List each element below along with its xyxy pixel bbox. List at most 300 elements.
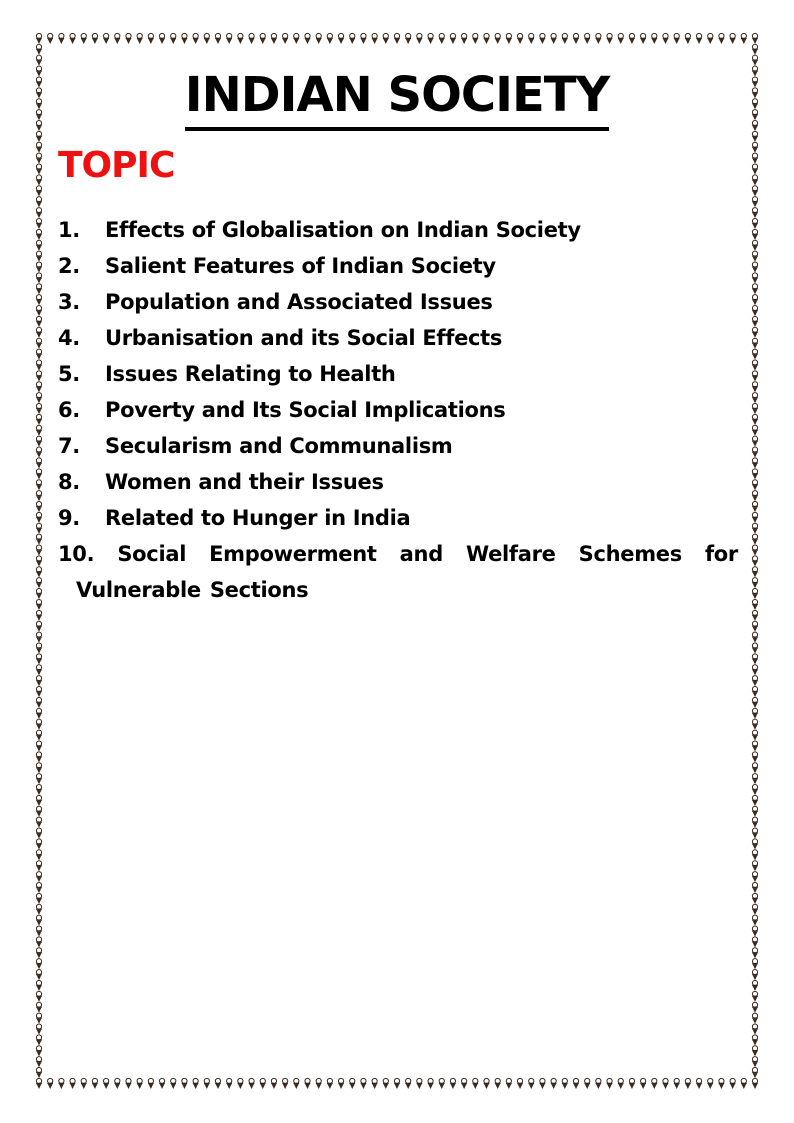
ice-cream-cone-icon bbox=[170, 1078, 176, 1089]
ice-cream-cone-icon bbox=[663, 33, 669, 44]
ice-cream-cone-icon bbox=[36, 175, 42, 186]
ice-cream-cone-icon bbox=[752, 1057, 758, 1068]
topic-text: Women and their Issues bbox=[105, 470, 384, 494]
ice-cream-cone-icon bbox=[316, 33, 322, 44]
ice-cream-cone-icon bbox=[36, 218, 42, 229]
ice-cream-cone-icon bbox=[752, 599, 758, 610]
ice-cream-cone-icon bbox=[36, 534, 42, 545]
ice-cream-cone-icon bbox=[327, 33, 333, 44]
ice-cream-cone-icon bbox=[752, 567, 758, 578]
ice-cream-cone-icon bbox=[36, 589, 42, 600]
ice-cream-cone-icon bbox=[215, 33, 221, 44]
topic-number: 1. bbox=[58, 218, 80, 242]
ice-cream-cone-icon bbox=[752, 850, 758, 861]
ice-cream-cone-icon bbox=[36, 469, 42, 480]
ice-cream-cone-icon bbox=[528, 1078, 534, 1089]
ice-cream-cone-icon bbox=[752, 610, 758, 621]
ice-cream-cone-icon bbox=[752, 1024, 758, 1035]
ice-cream-cone-icon bbox=[36, 273, 42, 284]
ice-cream-cone-icon bbox=[36, 599, 42, 610]
ice-cream-cone-icon bbox=[707, 1078, 713, 1089]
ice-cream-cone-icon bbox=[249, 1078, 255, 1089]
ice-cream-cone-icon bbox=[752, 218, 758, 229]
ice-cream-cone-icon bbox=[562, 33, 568, 44]
ice-cream-cone-icon bbox=[752, 284, 758, 295]
ice-cream-cone-icon bbox=[607, 1078, 613, 1089]
ice-cream-cone-icon bbox=[741, 33, 747, 44]
topic-list-item bbox=[58, 320, 738, 356]
ice-cream-cone-icon bbox=[752, 404, 758, 415]
ice-cream-cone-icon bbox=[36, 850, 42, 861]
ice-cream-cone-icon bbox=[752, 1068, 758, 1079]
ice-cream-cone-icon bbox=[752, 904, 758, 915]
ice-cream-cone-icon bbox=[36, 33, 42, 44]
ice-cream-cone-icon bbox=[752, 763, 758, 774]
ice-cream-cone-icon bbox=[238, 33, 244, 44]
ice-cream-cone-icon bbox=[752, 937, 758, 948]
ice-cream-cone-icon bbox=[752, 436, 758, 447]
ice-cream-cone-icon bbox=[383, 33, 389, 44]
ice-cream-cone-icon bbox=[294, 33, 300, 44]
ice-cream-cone-icon bbox=[126, 1078, 132, 1089]
ice-cream-cone-icon bbox=[752, 752, 758, 763]
ice-cream-cone-icon bbox=[551, 1078, 557, 1089]
ice-cream-cone-icon bbox=[618, 1078, 624, 1089]
ice-cream-cone-icon bbox=[36, 447, 42, 458]
ice-cream-cone-icon bbox=[741, 1078, 747, 1089]
ice-cream-cone-icon bbox=[36, 404, 42, 415]
ice-cream-cone-icon bbox=[596, 1078, 602, 1089]
ice-cream-cone-icon bbox=[752, 501, 758, 512]
ice-cream-cone-icon bbox=[36, 229, 42, 240]
ice-cream-cone-icon bbox=[204, 33, 210, 44]
topic-number: 5. bbox=[58, 362, 80, 386]
ice-cream-cone-icon bbox=[752, 458, 758, 469]
ice-cream-cone-icon bbox=[528, 33, 534, 44]
ice-cream-cone-icon bbox=[36, 1057, 42, 1068]
topic-number: 6. bbox=[58, 398, 80, 422]
ice-cream-cone-icon bbox=[36, 610, 42, 621]
ice-cream-cone-icon bbox=[752, 393, 758, 404]
ice-cream-cone-icon bbox=[696, 33, 702, 44]
ice-cream-cone-icon bbox=[752, 469, 758, 480]
ice-cream-cone-icon bbox=[36, 567, 42, 578]
ice-cream-cone-icon bbox=[473, 1078, 479, 1089]
ice-cream-cone-icon bbox=[182, 33, 188, 44]
ice-cream-cone-icon bbox=[752, 795, 758, 806]
ice-cream-cone-icon bbox=[372, 1078, 378, 1089]
ice-cream-cone-icon bbox=[36, 327, 42, 338]
ice-cream-cone-icon bbox=[584, 1078, 590, 1089]
ice-cream-cone-icon bbox=[36, 44, 42, 55]
ice-cream-cone-icon bbox=[103, 33, 109, 44]
topic-text: Effects of Globalisation on Indian Society bbox=[105, 218, 581, 242]
ice-cream-cone-icon bbox=[719, 33, 725, 44]
ice-cream-cone-icon bbox=[36, 991, 42, 1002]
topic-list bbox=[58, 212, 738, 608]
ice-cream-cone-icon bbox=[752, 306, 758, 317]
ice-cream-cone-icon bbox=[752, 806, 758, 817]
ice-cream-cone-icon bbox=[752, 665, 758, 676]
ice-cream-cone-icon bbox=[70, 1078, 76, 1089]
ice-cream-cone-icon bbox=[752, 915, 758, 926]
ice-cream-cone-icon bbox=[36, 480, 42, 491]
ice-cream-cone-icon bbox=[752, 33, 758, 44]
ice-cream-cone-icon bbox=[36, 371, 42, 382]
ice-cream-cone-icon bbox=[439, 33, 445, 44]
ice-cream-cone-icon bbox=[36, 153, 42, 164]
ice-cream-cone-icon bbox=[36, 687, 42, 698]
ice-cream-cone-icon bbox=[752, 208, 758, 219]
ice-cream-cone-icon bbox=[562, 1078, 568, 1089]
ice-cream-cone-icon bbox=[260, 33, 266, 44]
ice-cream-cone-icon bbox=[752, 632, 758, 643]
ice-cream-cone-icon bbox=[752, 578, 758, 589]
ice-cream-cone-icon bbox=[36, 491, 42, 502]
ice-cream-cone-icon bbox=[752, 480, 758, 491]
ice-cream-cone-icon bbox=[36, 523, 42, 534]
ice-cream-cone-icon bbox=[484, 33, 490, 44]
ice-cream-cone-icon bbox=[36, 719, 42, 730]
topic-list-item bbox=[58, 500, 738, 536]
ice-cream-cone-icon bbox=[36, 1046, 42, 1057]
topic-number: 3. bbox=[58, 290, 80, 314]
ice-cream-cone-icon bbox=[506, 33, 512, 44]
ice-cream-cone-icon bbox=[685, 1078, 691, 1089]
ice-cream-cone-icon bbox=[573, 33, 579, 44]
ice-cream-cone-icon bbox=[36, 240, 42, 251]
ice-cream-cone-icon bbox=[752, 273, 758, 284]
ice-cream-cone-icon bbox=[36, 817, 42, 828]
ice-cream-cone-icon bbox=[752, 893, 758, 904]
ice-cream-cone-icon bbox=[338, 33, 344, 44]
ice-cream-cone-icon bbox=[36, 1002, 42, 1013]
ice-cream-cone-icon bbox=[36, 806, 42, 817]
ice-cream-cone-icon bbox=[36, 632, 42, 643]
ice-cream-cone-icon bbox=[461, 1078, 467, 1089]
ice-cream-cone-icon bbox=[752, 697, 758, 708]
ice-cream-cone-icon bbox=[629, 1078, 635, 1089]
ice-cream-cone-icon bbox=[36, 937, 42, 948]
ice-cream-cone-icon bbox=[495, 33, 501, 44]
ice-cream-cone-icon bbox=[752, 556, 758, 567]
ice-cream-cone-icon bbox=[640, 1078, 646, 1089]
ice-cream-cone-icon bbox=[193, 1078, 199, 1089]
ice-cream-cone-icon bbox=[752, 142, 758, 153]
ice-cream-cone-icon bbox=[271, 1078, 277, 1089]
ice-cream-cone-icon bbox=[316, 1078, 322, 1089]
topic-list-item bbox=[58, 536, 738, 608]
ice-cream-cone-icon bbox=[640, 33, 646, 44]
ice-cream-cone-icon bbox=[36, 774, 42, 785]
topic-text: Issues Relating to Health bbox=[105, 362, 396, 386]
ice-cream-cone-icon bbox=[282, 33, 288, 44]
ice-cream-cone-icon bbox=[70, 33, 76, 44]
ice-cream-cone-icon bbox=[752, 882, 758, 893]
ice-cream-cone-icon bbox=[36, 654, 42, 665]
ice-cream-cone-icon bbox=[36, 708, 42, 719]
ice-cream-cone-icon bbox=[752, 654, 758, 665]
topic-text: Urbanisation and its Social Effects bbox=[105, 326, 503, 350]
ice-cream-cone-icon bbox=[349, 33, 355, 44]
ice-cream-cone-icon bbox=[752, 861, 758, 872]
ice-cream-cone-icon bbox=[36, 316, 42, 327]
topic-heading: TOPIC bbox=[58, 145, 175, 186]
ice-cream-cone-icon bbox=[752, 447, 758, 458]
ice-cream-cone-icon bbox=[36, 197, 42, 208]
ice-cream-cone-icon bbox=[517, 1078, 523, 1089]
ice-cream-cone-icon bbox=[596, 33, 602, 44]
ice-cream-cone-icon bbox=[36, 948, 42, 959]
ice-cream-cone-icon bbox=[752, 926, 758, 937]
ice-cream-cone-icon bbox=[752, 349, 758, 360]
ice-cream-cone-icon bbox=[752, 589, 758, 600]
ice-cream-cone-icon bbox=[36, 382, 42, 393]
ice-cream-cone-icon bbox=[36, 142, 42, 153]
topic-list-item bbox=[58, 284, 738, 320]
topic-list-item bbox=[58, 248, 738, 284]
topic-text: Poverty and Its Social Implications bbox=[105, 398, 506, 422]
ice-cream-cone-icon bbox=[752, 948, 758, 959]
ice-cream-cone-icon bbox=[59, 1078, 65, 1089]
ice-cream-cone-icon bbox=[294, 1078, 300, 1089]
ice-cream-cone-icon bbox=[226, 33, 232, 44]
page-title-text: INDIAN SOCIETY bbox=[185, 64, 610, 131]
ice-cream-cone-icon bbox=[752, 131, 758, 142]
ice-cream-cone-icon bbox=[428, 1078, 434, 1089]
ice-cream-cone-icon bbox=[103, 1078, 109, 1089]
ice-cream-cone-icon bbox=[36, 915, 42, 926]
ice-cream-cone-icon bbox=[752, 784, 758, 795]
ice-cream-cone-icon bbox=[540, 1078, 546, 1089]
ice-cream-cone-icon bbox=[473, 33, 479, 44]
ice-cream-cone-icon bbox=[36, 1013, 42, 1024]
ice-cream-cone-icon bbox=[36, 697, 42, 708]
ice-cream-cone-icon bbox=[47, 33, 53, 44]
ice-cream-cone-icon bbox=[752, 817, 758, 828]
ice-cream-cone-icon bbox=[92, 33, 98, 44]
ice-cream-cone-icon bbox=[36, 414, 42, 425]
ice-cream-cone-icon bbox=[36, 861, 42, 872]
ice-cream-cone-icon bbox=[394, 1078, 400, 1089]
ice-cream-cone-icon bbox=[159, 33, 165, 44]
ice-cream-cone-icon bbox=[685, 33, 691, 44]
ice-cream-cone-icon bbox=[517, 33, 523, 44]
ice-cream-cone-icon bbox=[584, 33, 590, 44]
ice-cream-cone-icon bbox=[137, 33, 143, 44]
ice-cream-cone-icon bbox=[36, 425, 42, 436]
topic-number: 9. bbox=[58, 506, 80, 530]
ice-cream-cone-icon bbox=[249, 33, 255, 44]
ice-cream-cone-icon bbox=[405, 1078, 411, 1089]
ice-cream-cone-icon bbox=[752, 621, 758, 632]
ice-cream-cone-icon bbox=[36, 795, 42, 806]
ice-cream-cone-icon bbox=[752, 164, 758, 175]
ice-cream-cone-icon bbox=[752, 741, 758, 752]
ice-cream-cone-icon bbox=[36, 306, 42, 317]
ice-cream-cone-icon bbox=[752, 676, 758, 687]
ice-cream-cone-icon bbox=[215, 1078, 221, 1089]
ice-cream-cone-icon bbox=[126, 33, 132, 44]
ice-cream-cone-icon bbox=[506, 1078, 512, 1089]
ice-cream-cone-icon bbox=[36, 1035, 42, 1046]
ice-cream-cone-icon bbox=[752, 970, 758, 981]
ice-cream-cone-icon bbox=[36, 338, 42, 349]
topic-number: 2. bbox=[58, 254, 80, 278]
ice-cream-cone-icon bbox=[182, 1078, 188, 1089]
ice-cream-cone-icon bbox=[36, 741, 42, 752]
ice-cream-cone-icon bbox=[752, 197, 758, 208]
ice-cream-cone-icon bbox=[439, 1078, 445, 1089]
ice-cream-cone-icon bbox=[752, 338, 758, 349]
ice-cream-cone-icon bbox=[674, 1078, 680, 1089]
ice-cream-cone-icon bbox=[36, 164, 42, 175]
ice-cream-cone-icon bbox=[450, 33, 456, 44]
topic-list-item bbox=[58, 464, 738, 500]
ice-cream-cone-icon bbox=[36, 752, 42, 763]
ice-cream-cone-icon bbox=[752, 872, 758, 883]
ice-cream-cone-icon bbox=[652, 33, 658, 44]
ice-cream-cone-icon bbox=[752, 839, 758, 850]
ice-cream-cone-icon bbox=[752, 371, 758, 382]
ice-cream-cone-icon bbox=[305, 1078, 311, 1089]
ice-cream-cone-icon bbox=[36, 556, 42, 567]
ice-cream-cone-icon bbox=[495, 1078, 501, 1089]
ice-cream-cone-icon bbox=[36, 512, 42, 523]
ice-cream-cone-icon bbox=[752, 687, 758, 698]
ice-cream-cone-icon bbox=[260, 1078, 266, 1089]
ice-cream-cone-icon bbox=[36, 784, 42, 795]
ice-cream-cone-icon bbox=[36, 926, 42, 937]
ice-cream-cone-icon bbox=[36, 251, 42, 262]
ice-cream-cone-icon bbox=[36, 501, 42, 512]
ice-cream-cone-icon bbox=[36, 621, 42, 632]
ice-cream-cone-icon bbox=[193, 33, 199, 44]
ice-cream-cone-icon bbox=[428, 33, 434, 44]
ice-cream-cone-icon bbox=[372, 33, 378, 44]
ice-cream-cone-icon bbox=[752, 491, 758, 502]
ice-cream-cone-icon bbox=[383, 1078, 389, 1089]
ice-cream-cone-icon bbox=[36, 578, 42, 589]
ice-cream-cone-icon bbox=[349, 1078, 355, 1089]
ice-cream-cone-icon bbox=[752, 414, 758, 425]
ice-cream-cone-icon bbox=[629, 33, 635, 44]
topic-number: 4. bbox=[58, 326, 80, 350]
ice-cream-cone-icon bbox=[36, 284, 42, 295]
ice-cream-cone-icon bbox=[540, 33, 546, 44]
ice-cream-cone-icon bbox=[730, 33, 736, 44]
ice-cream-cone-icon bbox=[461, 33, 467, 44]
ice-cream-cone-icon bbox=[36, 959, 42, 970]
ice-cream-cone-icon bbox=[36, 360, 42, 371]
ice-cream-cone-icon bbox=[730, 1078, 736, 1089]
page-title bbox=[0, 64, 794, 131]
topic-text: Salient Features of Indian Society bbox=[105, 254, 496, 278]
ice-cream-cone-icon bbox=[696, 1078, 702, 1089]
ice-cream-cone-icon bbox=[752, 708, 758, 719]
ice-cream-cone-icon bbox=[36, 904, 42, 915]
ice-cream-cone-icon bbox=[450, 1078, 456, 1089]
ice-cream-cone-icon bbox=[92, 1078, 98, 1089]
ice-cream-cone-icon bbox=[36, 393, 42, 404]
ice-cream-cone-icon bbox=[81, 1078, 87, 1089]
ice-cream-cone-icon bbox=[752, 991, 758, 1002]
ice-cream-cone-icon bbox=[271, 33, 277, 44]
topic-list-item bbox=[58, 356, 738, 392]
ice-cream-cone-icon bbox=[752, 643, 758, 654]
ice-cream-cone-icon bbox=[752, 523, 758, 534]
ice-cream-cone-icon bbox=[305, 33, 311, 44]
ice-cream-cone-icon bbox=[204, 1078, 210, 1089]
ice-cream-cone-icon bbox=[115, 1078, 121, 1089]
topic-number: 8. bbox=[58, 470, 80, 494]
ice-cream-cone-icon bbox=[719, 1078, 725, 1089]
ice-cream-cone-icon bbox=[752, 316, 758, 327]
ice-cream-cone-icon bbox=[148, 33, 154, 44]
ice-cream-cone-icon bbox=[36, 763, 42, 774]
ice-cream-cone-icon bbox=[707, 33, 713, 44]
ice-cream-cone-icon bbox=[405, 33, 411, 44]
ice-cream-cone-icon bbox=[752, 1035, 758, 1046]
ice-cream-cone-icon bbox=[226, 1078, 232, 1089]
ice-cream-cone-icon bbox=[327, 1078, 333, 1089]
topic-number: 7. bbox=[58, 434, 80, 458]
ice-cream-cone-icon bbox=[282, 1078, 288, 1089]
ice-cream-cone-icon bbox=[394, 33, 400, 44]
ice-cream-cone-icon bbox=[752, 730, 758, 741]
ice-cream-cone-icon bbox=[338, 1078, 344, 1089]
ice-cream-cone-icon bbox=[81, 33, 87, 44]
ice-cream-cone-icon bbox=[573, 1078, 579, 1089]
ice-cream-cone-icon bbox=[361, 1078, 367, 1089]
ice-cream-cone-icon bbox=[36, 436, 42, 447]
ice-cream-cone-icon bbox=[36, 131, 42, 142]
ice-cream-cone-icon bbox=[361, 33, 367, 44]
ice-cream-cone-icon bbox=[607, 33, 613, 44]
topic-list-item bbox=[58, 392, 738, 428]
ice-cream-cone-icon bbox=[170, 33, 176, 44]
ice-cream-cone-icon bbox=[752, 251, 758, 262]
ice-cream-cone-icon bbox=[551, 33, 557, 44]
ice-cream-cone-icon bbox=[115, 33, 121, 44]
ice-cream-cone-icon bbox=[752, 175, 758, 186]
topic-list-item bbox=[58, 212, 738, 248]
ice-cream-cone-icon bbox=[752, 719, 758, 730]
ice-cream-cone-icon bbox=[752, 534, 758, 545]
ice-cream-cone-icon bbox=[36, 882, 42, 893]
ice-cream-cone-icon bbox=[752, 512, 758, 523]
ice-cream-cone-icon bbox=[752, 295, 758, 306]
ice-cream-cone-icon bbox=[752, 1013, 758, 1024]
ice-cream-cone-icon bbox=[36, 828, 42, 839]
ice-cream-cone-icon bbox=[36, 643, 42, 654]
ice-cream-cone-icon bbox=[159, 1078, 165, 1089]
topic-list-item bbox=[58, 428, 738, 464]
ice-cream-cone-icon bbox=[752, 240, 758, 251]
ice-cream-cone-icon bbox=[752, 186, 758, 197]
ice-cream-cone-icon bbox=[752, 959, 758, 970]
ice-cream-cone-icon bbox=[752, 774, 758, 785]
ice-cream-cone-icon bbox=[36, 893, 42, 904]
ice-cream-cone-icon bbox=[36, 730, 42, 741]
ice-cream-cone-icon bbox=[36, 349, 42, 360]
ice-cream-cone-icon bbox=[36, 262, 42, 273]
ice-cream-cone-icon bbox=[752, 327, 758, 338]
ice-cream-cone-icon bbox=[752, 828, 758, 839]
ice-cream-cone-icon bbox=[36, 458, 42, 469]
ice-cream-cone-icon bbox=[752, 382, 758, 393]
ice-cream-cone-icon bbox=[752, 1002, 758, 1013]
